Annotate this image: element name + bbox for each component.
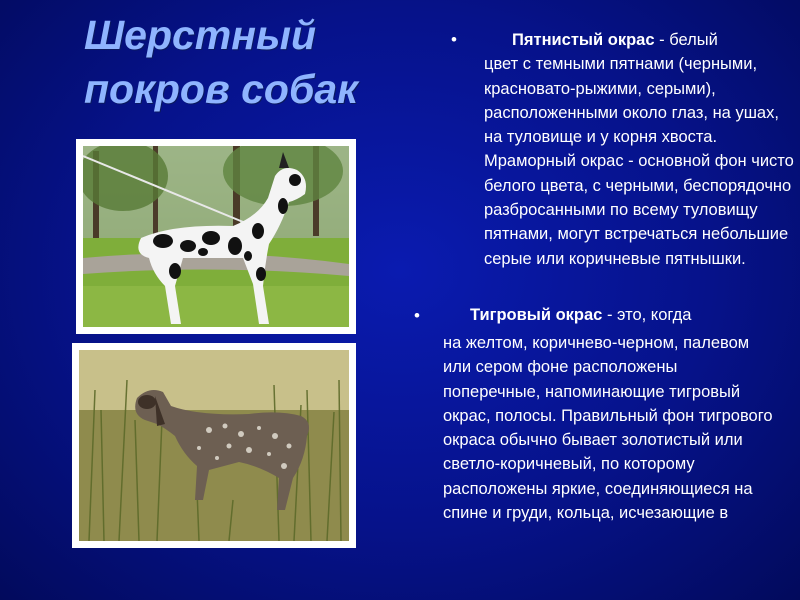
bullet-tiger: • bbox=[414, 306, 420, 325]
photo-harlequin-dog bbox=[76, 139, 356, 334]
spotted-description bbox=[484, 28, 794, 271]
tiger-heading-line bbox=[440, 303, 790, 327]
tiger-line-1: - это, когда bbox=[602, 306, 692, 324]
title-line-1: Шерстный bbox=[84, 12, 317, 58]
tiger-term: Тигровый окрас bbox=[470, 306, 603, 324]
marble-description: Мраморный окрас - основной фон чисто белого цвета, с черными, беспорядочно разбросанными по всему туловищу пятнами, могут встречаться небольшие серые или коричневые пятнышки. bbox=[484, 152, 794, 268]
spotted-rest: цвет с темными пятнами (черными, красновато-рыжими, серыми), расположенными около глаз, на ушах, на туловище и у корня хвоста. bbox=[484, 55, 779, 147]
title-line-2: покров собак bbox=[84, 66, 358, 112]
slide-title bbox=[84, 8, 424, 116]
tiger-description: на желтом, коричнево-черном, палевом или сером фоне расположены поперечные, напоминающие тигровый окрас, полосы. Правильный фон тигрового окраса обычно бывает золотистый или светло-коричневый, по которому расположены яркие, соединяющиеся на спине и груди, кольца, исчезающие в bbox=[443, 334, 773, 523]
spotted-term: Пятнистый окрас bbox=[512, 31, 655, 49]
spotted-line-1: - белый bbox=[654, 31, 718, 49]
bullet-spotted: • bbox=[451, 30, 457, 49]
photo-spotted-pointer bbox=[72, 343, 356, 548]
